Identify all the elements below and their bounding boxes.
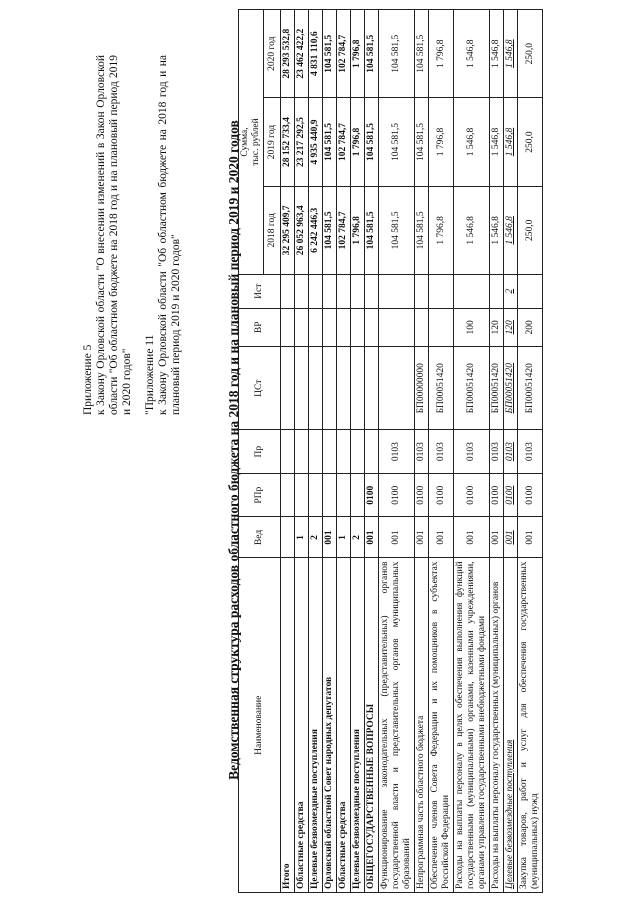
cell-ved: 001 xyxy=(429,517,454,558)
cell-y2020: 104 581,5 xyxy=(379,10,415,98)
cell-cst xyxy=(295,347,309,430)
cell-y2020: 1 546,8 xyxy=(454,10,490,98)
cell-name: ОБЩЕГОСУДАРСТВЕННЫЕ ВОПРОСЫ xyxy=(365,558,379,893)
cell-vr xyxy=(379,308,415,347)
cell-y2018: 104 581,5 xyxy=(365,186,379,274)
cell-cst: БП00051420 xyxy=(454,347,490,430)
cell-rpr xyxy=(295,473,309,517)
cell-ist xyxy=(490,274,504,308)
cell-ved: 1 xyxy=(295,517,309,558)
cell-ist xyxy=(309,274,323,308)
cell-y2020: 104 581,5 xyxy=(365,10,379,98)
cell-rpr: 0100 xyxy=(454,473,490,517)
cell-vr: 120 xyxy=(504,308,518,347)
cell-pr: 0103 xyxy=(415,430,429,474)
cell-ist xyxy=(518,274,543,308)
cell-pr xyxy=(309,430,323,474)
cell-y2018: 1 546,8 xyxy=(490,186,504,274)
cell-name: Орловский областной Совет народных депутатов xyxy=(323,558,337,893)
appendix-inner-text: к Закону Орловской области "Об областном бюджете на 2018 год и на плановый период 2019 и 2020 годов" xyxy=(157,55,182,415)
table-row xyxy=(365,10,379,893)
cell-ist xyxy=(337,274,351,308)
cell-y2020: 1 796,8 xyxy=(429,10,454,98)
cell-name: Областные средства xyxy=(337,558,351,893)
cell-y2019: 104 581,5 xyxy=(415,98,429,186)
header-cst: ЦСт xyxy=(239,347,281,430)
cell-vr xyxy=(351,308,365,347)
cell-y2020: 28 293 532,8 xyxy=(281,10,295,98)
cell-pr xyxy=(337,430,351,474)
cell-y2019: 104 581,5 xyxy=(379,98,415,186)
cell-pr xyxy=(323,430,337,474)
cell-rpr: 0100 xyxy=(504,473,518,517)
cell-y2018: 26 052 963,4 xyxy=(295,186,309,274)
cell-ist xyxy=(379,274,415,308)
cell-cst: БП00051420 xyxy=(518,347,543,430)
cell-y2018: 1 796,8 xyxy=(429,186,454,274)
cell-y2018: 1 546,8 xyxy=(454,186,490,274)
table-row xyxy=(323,10,337,893)
cell-y2018: 104 581,5 xyxy=(379,186,415,274)
cell-y2020: 4 831 110,6 xyxy=(309,10,323,98)
cell-name: Закупка товаров, работ и услуг для обеспечения государственных (муниципальных) нужд xyxy=(518,558,543,893)
cell-cst xyxy=(351,347,365,430)
cell-y2018: 32 295 409,7 xyxy=(281,186,295,274)
cell-y2020: 1 546,8 xyxy=(504,10,518,98)
cell-ved: 2 xyxy=(351,517,365,558)
cell-y2019: 102 784,7 xyxy=(337,98,351,186)
table-row xyxy=(309,10,323,893)
cell-rpr: 0100 xyxy=(518,473,543,517)
cell-rpr xyxy=(323,473,337,517)
cell-y2018: 104 581,5 xyxy=(323,186,337,274)
cell-ved: 001 xyxy=(518,517,543,558)
header-sum-label: Сумма, xyxy=(240,127,250,157)
cell-rpr: 0100 xyxy=(415,473,429,517)
table-body xyxy=(281,10,543,893)
budget-table xyxy=(238,9,543,893)
cell-ist xyxy=(323,274,337,308)
cell-rpr: 0100 xyxy=(365,473,379,517)
table-row xyxy=(490,10,504,893)
cell-name: Областные средства xyxy=(295,558,309,893)
cell-cst: БП00051420 xyxy=(490,347,504,430)
cell-y2020: 102 784,7 xyxy=(337,10,351,98)
cell-y2019: 1 546,8 xyxy=(504,98,518,186)
cell-ist xyxy=(415,274,429,308)
cell-name: Итого xyxy=(281,558,295,893)
cell-y2019: 104 581,5 xyxy=(323,98,337,186)
cell-y2020: 250,0 xyxy=(518,10,543,98)
table-row xyxy=(281,10,295,893)
cell-rpr: 0100 xyxy=(490,473,504,517)
cell-y2019: 1 546,8 xyxy=(454,98,490,186)
cell-name: Непрограммная часть областного бюджета xyxy=(415,558,429,893)
header-vr: ВР xyxy=(239,308,281,347)
cell-ist xyxy=(351,274,365,308)
cell-y2019: 1 546,8 xyxy=(490,98,504,186)
cell-y2020: 1 796,8 xyxy=(351,10,365,98)
cell-rpr xyxy=(351,473,365,517)
cell-pr: 0103 xyxy=(518,430,543,474)
cell-cst: БП00051420 xyxy=(504,347,518,430)
cell-cst xyxy=(365,347,379,430)
cell-ist xyxy=(429,274,454,308)
cell-cst xyxy=(309,347,323,430)
appendix-header xyxy=(82,55,193,415)
cell-vr xyxy=(365,308,379,347)
cell-vr xyxy=(429,308,454,347)
cell-rpr xyxy=(337,473,351,517)
header-pr: Пр xyxy=(239,430,281,474)
cell-name: Обеспечение членов Совета Федерации и их помощников в субъектах Российской Федерации xyxy=(429,558,454,893)
cell-ved: 001 xyxy=(454,517,490,558)
cell-pr: 0103 xyxy=(490,430,504,474)
cell-vr: 200 xyxy=(518,308,543,347)
cell-y2018: 1 546,8 xyxy=(504,186,518,274)
cell-y2018: 1 796,8 xyxy=(351,186,365,274)
cell-name: Целевые безвозмездные поступления xyxy=(351,558,365,893)
cell-ist xyxy=(365,274,379,308)
cell-y2018: 102 784,7 xyxy=(337,186,351,274)
cell-y2019: 1 796,8 xyxy=(429,98,454,186)
cell-ist xyxy=(454,274,490,308)
cell-y2019: 104 581,5 xyxy=(365,98,379,186)
cell-cst: БП00000000 xyxy=(415,347,429,430)
cell-y2018: 104 581,5 xyxy=(415,186,429,274)
header-name: Наименование xyxy=(239,558,281,893)
appendix-text: к Закону Орловской области "О внесении изменений в Закон Орловской области "Об областном бюджете на 2018 год и на плановый период 2019 и 2020 годов" xyxy=(95,55,133,415)
cell-pr xyxy=(295,430,309,474)
cell-pr: 0103 xyxy=(454,430,490,474)
document-title: Ведомственная структура расходов областного бюджета на 2018 год и на плановый период 2019 и 2020 годов xyxy=(226,120,241,780)
cell-cst xyxy=(379,347,415,430)
header-ved: Вед xyxy=(239,517,281,558)
cell-pr: 0103 xyxy=(504,430,518,474)
cell-ved: 001 xyxy=(323,517,337,558)
cell-pr xyxy=(281,430,295,474)
cell-y2019: 4 935 440,9 xyxy=(309,98,323,186)
cell-ved: 001 xyxy=(365,517,379,558)
header-sum-unit: тыс. рублей xyxy=(251,118,261,166)
cell-rpr xyxy=(281,473,295,517)
cell-rpr: 0100 xyxy=(379,473,415,517)
header-ist: Ист xyxy=(239,274,281,308)
cell-cst xyxy=(281,347,295,430)
cell-vr xyxy=(281,308,295,347)
cell-ved xyxy=(281,517,295,558)
cell-ved: 001 xyxy=(415,517,429,558)
cell-vr xyxy=(415,308,429,347)
cell-y2019: 1 796,8 xyxy=(351,98,365,186)
table-row xyxy=(415,10,429,893)
cell-y2020: 23 462 422,2 xyxy=(295,10,309,98)
appendix-number: Приложение 5 xyxy=(82,344,94,415)
cell-ved: 001 xyxy=(490,517,504,558)
header-year-2020: 2020 год xyxy=(264,10,281,98)
cell-y2020: 104 581,5 xyxy=(323,10,337,98)
cell-pr xyxy=(365,430,379,474)
cell-ist xyxy=(295,274,309,308)
cell-ist: 2 xyxy=(504,274,518,308)
cell-cst xyxy=(323,347,337,430)
header-sum xyxy=(239,10,264,275)
cell-y2019: 250,0 xyxy=(518,98,543,186)
header-rpr: РПр xyxy=(239,473,281,517)
cell-y2018: 6 242 446,3 xyxy=(309,186,323,274)
cell-cst: БП00051420 xyxy=(429,347,454,430)
cell-name: Расходы на выплаты персоналу в целях обеспечения выполнения функций государственными (муниципальными) органами, казенными учреждениями, органами управления государственными внебюджетными фондами xyxy=(454,558,490,893)
cell-y2020: 104 581,5 xyxy=(415,10,429,98)
cell-vr: 100 xyxy=(454,308,490,347)
cell-ist xyxy=(281,274,295,308)
cell-rpr xyxy=(309,473,323,517)
cell-vr xyxy=(309,308,323,347)
header-year-2019: 2019 год xyxy=(264,98,281,186)
cell-ved: 001 xyxy=(379,517,415,558)
table-row xyxy=(379,10,415,893)
cell-ved: 001 xyxy=(504,517,518,558)
cell-rpr: 0100 xyxy=(429,473,454,517)
appendix-inner-number: "Приложение 11 xyxy=(144,334,156,415)
cell-y2018: 250,0 xyxy=(518,186,543,274)
cell-vr xyxy=(337,308,351,347)
table-row xyxy=(295,10,309,893)
cell-cst xyxy=(337,347,351,430)
cell-vr: 120 xyxy=(490,308,504,347)
cell-pr xyxy=(351,430,365,474)
cell-vr xyxy=(295,308,309,347)
cell-name: Целевые безвозмездные поступления xyxy=(504,558,518,893)
cell-name: Расходы на выплаты персоналу государственных (муниципальных) органов xyxy=(490,558,504,893)
cell-y2019: 28 152 733,4 xyxy=(281,98,295,186)
cell-ved: 2 xyxy=(309,517,323,558)
cell-name: Функционирование законодательных (представительных) органов государственной власти и представительных органов муниципальных образований xyxy=(379,558,415,893)
cell-pr: 0103 xyxy=(429,430,454,474)
cell-name: Целевые безвозмездные поступления xyxy=(309,558,323,893)
table-row xyxy=(518,10,543,893)
cell-vr xyxy=(323,308,337,347)
table-row xyxy=(454,10,490,893)
header-year-2018: 2018 год xyxy=(264,186,281,274)
cell-y2020: 1 546,8 xyxy=(490,10,504,98)
table-row xyxy=(351,10,365,893)
cell-y2019: 23 217 292,5 xyxy=(295,98,309,186)
table-row xyxy=(504,10,518,893)
cell-ved: 1 xyxy=(337,517,351,558)
cell-pr: 0103 xyxy=(379,430,415,474)
table-row xyxy=(429,10,454,893)
table-row xyxy=(337,10,351,893)
